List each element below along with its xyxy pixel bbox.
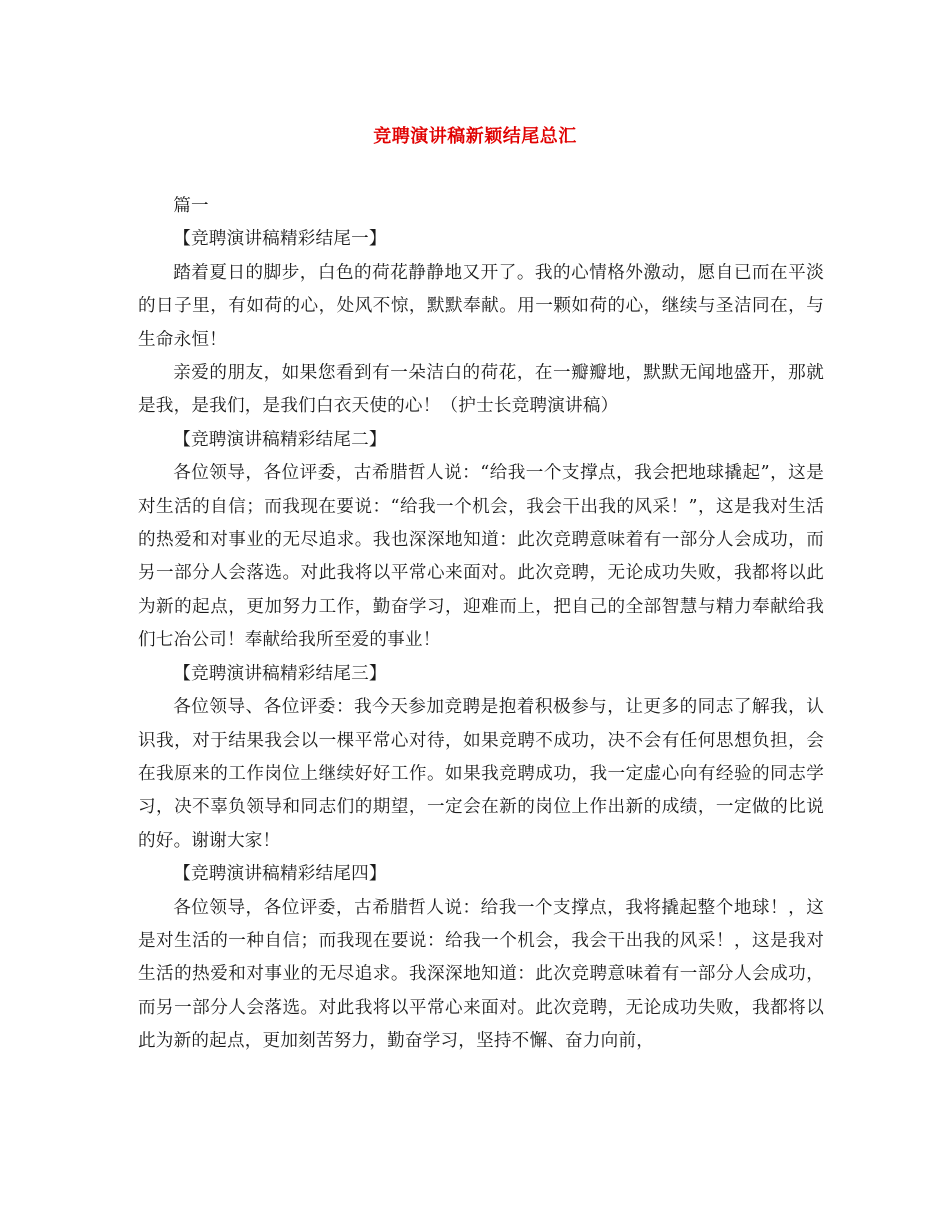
body-paragraph: 亲爱的朋友，如果您看到有一朵洁白的荷花，在一瓣瓣地，默默无闻地盛开，那就是我，是我们，是我们白衣天使的心！（护士长竞聘演讲稿） xyxy=(138,363,824,417)
document-body xyxy=(138,190,824,1059)
section-heading: 【竞聘演讲稿精彩结尾二】 xyxy=(173,429,387,450)
section-heading: 【竞聘演讲稿精彩结尾四】 xyxy=(173,864,387,885)
section-label: 篇一 xyxy=(173,196,209,216)
section-heading: 【竞聘演讲稿精彩结尾一】 xyxy=(173,229,387,250)
body-paragraph: 各位领导，各位评委，古希腊哲人说：“给我一个支撑点，我会把地球撬起”，这是对生活的自信；而我现在要说：“给我一个机会，我会干出我的风采！”，这是我对生活的热爱和对事业的无尽追求。我也深深地知道：此次竞聘意味着有一部分人会成功，而另一部分人会落选。对此我将以平常心来面对。此次竞聘，无论成功失败，我都将以此为新的起点，更加努力工作，勤奋学习，迎难而上，把自己的全部智慧与精力奉献给我们七冶公司！奉献给我所至爱的事业！ xyxy=(138,463,824,651)
body-paragraph: 各位领导、各位评委：我今天参加竞聘是抱着积极参与，让更多的同志了解我，认识我，对于结果我会以一棵平常心对待，如果竞聘不成功，决不会有任何思想负担，会在我原来的工作岗位上继续好好工作。如果我竞聘成功，我一定虚心向有经验的同志学习，决不辜负领导和同志们的期望，一定会在新的岗位上作出新的成绩，一定做的比说的好。谢谢大家！ xyxy=(138,697,824,851)
body-paragraph: 踏着夏日的脚步，白色的荷花静静地又开了。我的心情格外激动，愿自已而在平淡的日子里，有如荷的心，处风不惊，默默奉献。用一颗如荷的心，继续与圣洁同在，与生命永恒！ xyxy=(138,262,824,350)
section-heading: 【竞聘演讲稿精彩结尾三】 xyxy=(173,663,387,684)
document-title: 竞聘演讲稿新颖结尾总汇 xyxy=(373,126,577,147)
body-paragraph: 各位领导，各位评委，古希腊哲人说：给我一个支撑点，我将撬起整个地球！，这是对生活的一种自信；而我现在要说：给我一个机会，我会干出我的风采！，这是我对生活的热爱和对事业的无尽追求。我深深地知道：此次竞聘意味着有一部分人会成功，而另一部分人会落选。对此我将以平常心来面对。此次竞聘，无论成功失败，我都将以此为新的起点，更加刻苦努力，勤奋学习，坚持不懈、奋力向前， xyxy=(138,897,824,1052)
